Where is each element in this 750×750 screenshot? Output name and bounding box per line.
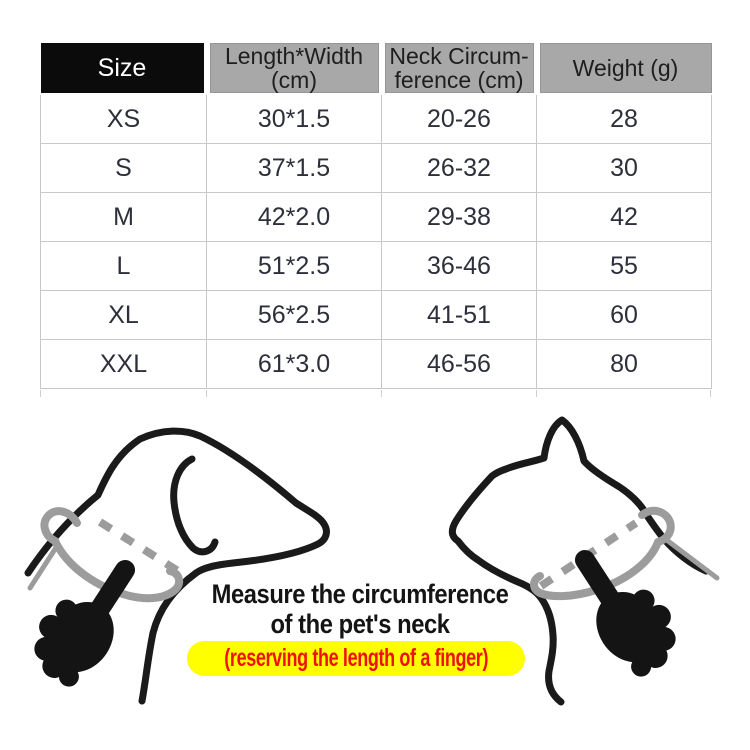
measure-instruction-line2: of the pet's neck bbox=[270, 609, 450, 640]
table-bottom-stub bbox=[381, 390, 382, 397]
col-header-size: Size bbox=[41, 43, 207, 94]
neck-circumference-cell: 46-56 bbox=[382, 340, 537, 389]
dog-ear bbox=[174, 459, 215, 552]
measure-instruction-line1: Measure the circumference bbox=[211, 579, 509, 609]
size-cell: XXL bbox=[41, 340, 207, 389]
dog-tape-dashed-line bbox=[100, 522, 186, 576]
col-header-length-width: Length*Width (cm) bbox=[207, 43, 382, 94]
table-row bbox=[41, 144, 712, 193]
highlight-pill bbox=[187, 641, 525, 676]
table-row bbox=[41, 291, 712, 340]
table-row bbox=[41, 94, 712, 144]
size-cell: XS bbox=[41, 94, 207, 144]
size-cell: M bbox=[41, 193, 207, 242]
weight-cell: 28 bbox=[537, 94, 712, 144]
length-width-cell: 51*2.5 bbox=[207, 242, 382, 291]
col-header-weight: Weight (g) bbox=[537, 43, 712, 94]
table-bottom-stub bbox=[710, 390, 711, 397]
table-bottom-stub bbox=[206, 390, 207, 397]
neck-circumference-cell: 29-38 bbox=[382, 193, 537, 242]
table-row bbox=[41, 193, 712, 242]
table-row bbox=[41, 340, 712, 389]
size-cell: S bbox=[41, 144, 207, 193]
weight-cell: 30 bbox=[537, 144, 712, 193]
neck-circumference-cell: 20-26 bbox=[382, 94, 537, 144]
neck-circumference-cell: 36-46 bbox=[382, 242, 537, 291]
table-row bbox=[41, 242, 712, 291]
length-width-cell: 56*2.5 bbox=[207, 291, 382, 340]
length-width-cell: 42*2.0 bbox=[207, 193, 382, 242]
size-cell: XL bbox=[41, 291, 207, 340]
weight-cell: 55 bbox=[537, 242, 712, 291]
length-width-cell: 30*1.5 bbox=[207, 94, 382, 144]
neck-circumference-cell: 26-32 bbox=[382, 144, 537, 193]
table-bottom-stub bbox=[40, 390, 41, 397]
header-row bbox=[41, 43, 712, 94]
weight-cell: 80 bbox=[537, 340, 712, 389]
measurement-illustration bbox=[0, 405, 750, 750]
weight-cell: 60 bbox=[537, 291, 712, 340]
weight-cell: 42 bbox=[537, 193, 712, 242]
length-width-cell: 61*3.0 bbox=[207, 340, 382, 389]
col-header-neck-circumference: Neck Circum- ference (cm) bbox=[382, 43, 537, 94]
size-chart-table bbox=[40, 43, 712, 389]
size-cell: L bbox=[41, 242, 207, 291]
table-bottom-stub bbox=[536, 390, 537, 397]
neck-circumference-cell: 41-51 bbox=[382, 291, 537, 340]
cat-tape-tail bbox=[668, 541, 717, 578]
measure-instruction-text bbox=[131, 579, 589, 639]
highlight-text: (reserving the length of a finger) bbox=[224, 644, 488, 672]
length-width-cell: 37*1.5 bbox=[207, 144, 382, 193]
